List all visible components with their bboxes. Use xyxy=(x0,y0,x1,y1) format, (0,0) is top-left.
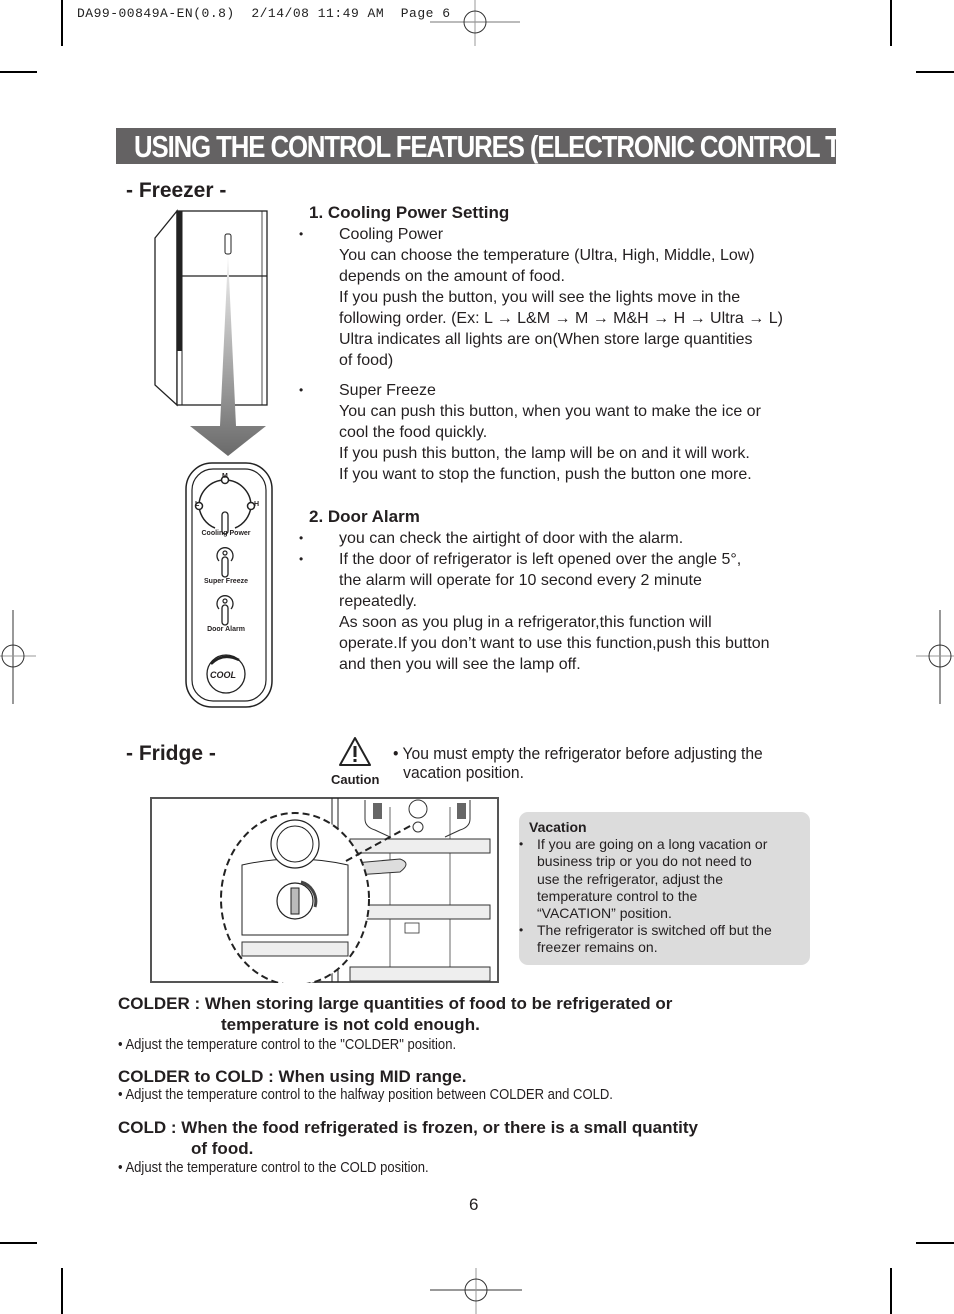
super-freeze-line: If you push this button, the lamp will be on and it will work. xyxy=(339,445,750,462)
cooling-power-label: • Cooling Power xyxy=(309,224,819,245)
door-alarm-line: and then you will see the lamp off. xyxy=(339,656,581,673)
setting-heading-line: of food. xyxy=(191,1139,254,1158)
vacation-title: Vacation xyxy=(529,819,587,835)
setting-colder-note: • Adjust the temperature control to the "COLDER" position. xyxy=(118,1037,457,1053)
setting-heading-line: COLD : When the food refrigerated is frozen, or there is a small quantity xyxy=(118,1118,698,1137)
caution-label: Caution xyxy=(331,772,380,787)
panel-label-l: L xyxy=(195,501,200,508)
freezer-section-title: - Freezer - xyxy=(126,179,227,202)
setting-heading-line: COLDER : When storing large quantities of food to be refrigerated or xyxy=(118,994,673,1013)
page-number: 6 xyxy=(469,1195,479,1214)
super-freeze-line: cool the food quickly. xyxy=(339,424,488,441)
registration-mark-bottom xyxy=(430,1268,522,1314)
cooling-power-line: depends on the amount of food. xyxy=(339,268,565,285)
cooling-power-line: Ultra indicates all lights are on(When store large quantities xyxy=(339,331,753,348)
door-alarm xyxy=(309,506,819,675)
crop-mark xyxy=(890,1268,892,1314)
crop-mark xyxy=(916,1242,954,1244)
vacation-line: • The refrigerator is switched off but the xyxy=(529,922,809,939)
vacation-line: • If you are going on a long vacation or xyxy=(529,836,809,853)
setting-colder-to-cold-heading xyxy=(118,1066,466,1087)
crop-mark xyxy=(890,0,892,46)
cooling-power-line: of food) xyxy=(339,352,394,369)
cooling-power-line: You can choose the temperature (Ultra, High, Middle, Low) xyxy=(339,247,755,264)
caution-text xyxy=(393,744,770,782)
door-alarm-line: operate.If you don’t want to use this function,push this button xyxy=(339,635,770,652)
registration-mark-right xyxy=(916,610,954,704)
print-slug: DA99-00849A-EN(0.8) 2/14/08 11:49 AM Page 6 xyxy=(77,6,451,21)
caution-line: • You must empty the refrigerator before adjusting the xyxy=(393,744,763,763)
super-freeze-line: You can push this button, when you want to make the ice or xyxy=(339,403,761,420)
crop-mark xyxy=(61,1268,63,1314)
setting-heading-line: temperature is not cold enough. xyxy=(221,1015,480,1034)
door-alarm-bullet: • you can check the airtight of door with the alarm. xyxy=(309,528,819,549)
title-bar xyxy=(116,128,896,164)
crop-mark xyxy=(0,1242,37,1244)
caution-icon xyxy=(338,736,372,768)
vacation-line: business trip or you do not need to xyxy=(537,853,752,870)
registration-mark-left xyxy=(0,610,38,704)
vacation-line: use the refrigerator, adjust the xyxy=(537,870,723,887)
vacation-line: temperature control to the xyxy=(537,887,698,904)
cooling-power-button-label: Cooling Power xyxy=(201,530,251,537)
setting-colder-to-cold-note: • Adjust the temperature control to the halfway position between COLDER and COLD. xyxy=(118,1087,613,1103)
crop-mark xyxy=(0,71,37,73)
setting-cold-heading xyxy=(118,1117,698,1159)
vacation-info-box xyxy=(519,812,810,965)
fridge-section-title: - Fridge - xyxy=(126,742,216,765)
cooling-power-heading: 1. Cooling Power Setting xyxy=(309,203,510,222)
panel-label-m: M xyxy=(222,473,228,480)
cooling-power-setting xyxy=(309,202,819,485)
setting-cold-note: • Adjust the temperature control to the COLD position. xyxy=(118,1160,429,1176)
setting-colder-heading xyxy=(118,993,672,1035)
page-title: USING THE CONTROL FEATURES (ELECTRONIC CONTROL TYPE) xyxy=(134,129,896,164)
super-freeze-label: • Super Freeze xyxy=(309,380,819,401)
crop-mark xyxy=(916,71,954,73)
vacation-line: freezer remains on. xyxy=(537,939,658,956)
fridge-interior-illustration xyxy=(150,797,499,983)
door-alarm-button-label: Door Alarm xyxy=(207,626,245,633)
setting-heading-line: COLDER to COLD : When using MID range. xyxy=(118,1067,467,1086)
super-freeze-line: If you want to stop the function, push the button one more. xyxy=(339,466,752,483)
fridge-illustration xyxy=(150,208,275,456)
door-alarm-line: As soon as you plug in a refrigerator,this function will xyxy=(339,614,712,631)
caution-line: vacation position. xyxy=(403,763,524,782)
cooling-power-line: following order. (Ex: L → L&M → M → M&H → H → Ultra → L) xyxy=(339,310,783,327)
door-alarm-line: repeatedly. xyxy=(339,593,417,610)
crop-mark xyxy=(61,0,63,46)
vacation-line: “VACATION” position. xyxy=(537,905,672,922)
door-alarm-line: the alarm will operate for 10 second every 2 minute xyxy=(339,572,702,589)
cool-logo: COOL xyxy=(210,670,236,680)
super-freeze-button-label: Super Freeze xyxy=(204,578,248,585)
panel-label-h: H xyxy=(254,501,260,508)
door-alarm-heading: 2. Door Alarm xyxy=(309,507,420,526)
cooling-power-line: If you push the button, you will see the lights move in the xyxy=(339,289,741,306)
door-alarm-line: • If the door of refrigerator is left opened over the angle 5°, xyxy=(309,549,819,570)
